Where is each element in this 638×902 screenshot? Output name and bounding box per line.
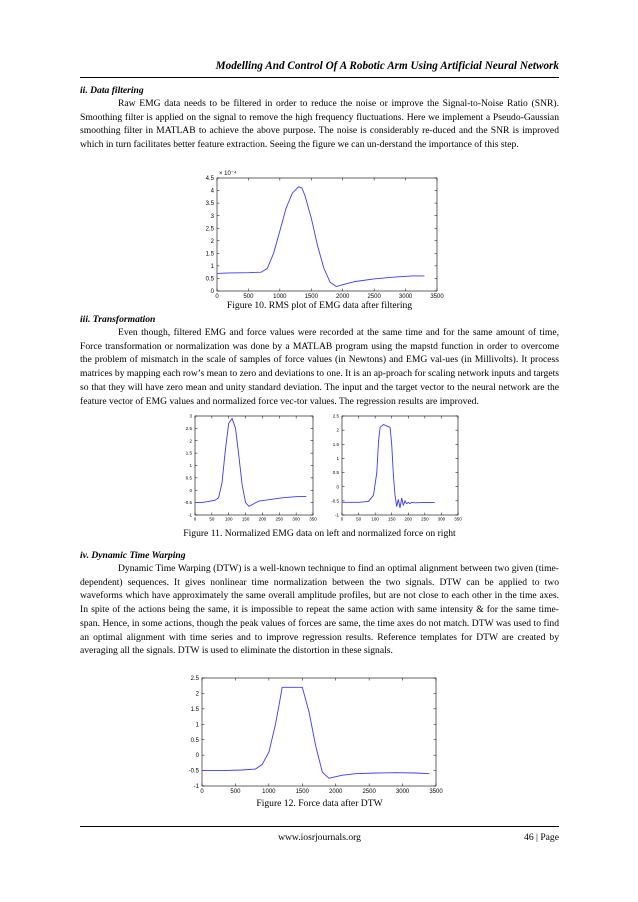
footer-page-number: 46 | Page xyxy=(524,832,559,843)
y-tick-label: 4 xyxy=(210,188,214,195)
y-axis-exponent-label: × 10⁻⁴ xyxy=(219,171,237,177)
x-tick-label: 100 xyxy=(371,516,379,522)
x-tick-label: 3000 xyxy=(395,789,410,795)
figure-11-left-plot xyxy=(177,412,319,526)
x-tick-label: 1000 xyxy=(262,789,276,795)
y-tick-label: 0.5 xyxy=(332,470,339,476)
y-tick-label: 1 xyxy=(210,263,214,270)
x-tick-label: 150 xyxy=(387,516,396,522)
x-tick-label: 200 xyxy=(404,516,413,522)
y-tick-label: 3 xyxy=(210,213,214,220)
y-tick-label: 3 xyxy=(189,413,192,419)
y-tick-label: 1 xyxy=(189,463,192,469)
y-tick-label: 0 xyxy=(195,753,199,760)
x-tick-label: 3500 xyxy=(429,789,443,795)
y-tick-label: 2 xyxy=(195,691,199,698)
x-tick-label: 500 xyxy=(243,294,254,300)
plot-frame xyxy=(195,416,313,515)
y-tick-label: 2 xyxy=(336,427,339,433)
x-tick-label: 2500 xyxy=(367,294,381,300)
y-tick-label: -0.5 xyxy=(331,498,339,504)
plot-frame xyxy=(217,178,437,291)
figure-12-caption: Figure 12. Force data after DTW xyxy=(256,798,383,809)
y-tick-label: 2.5 xyxy=(332,413,339,419)
x-tick-label: 0 xyxy=(215,294,219,300)
x-tick-label: 0 xyxy=(340,516,344,522)
x-tick-label: 1500 xyxy=(295,789,309,795)
y-tick-label: 0 xyxy=(189,487,192,493)
x-tick-label: 50 xyxy=(356,516,362,522)
y-tick-label: 0.5 xyxy=(205,276,214,283)
y-tick-label: -1 xyxy=(334,512,339,518)
y-tick-label: 2.5 xyxy=(185,425,192,431)
x-tick-label: 300 xyxy=(437,516,446,522)
figure-11-caption: Figure 11. Normalized EMG data on left and normalized force on right xyxy=(183,528,456,539)
y-tick-label: -1 xyxy=(187,512,192,518)
y-tick-label: 0.5 xyxy=(190,737,199,744)
running-header: Modelling And Control Of A Robotic Arm Using Artificial Neural Network xyxy=(215,60,559,72)
y-tick-label: 3.5 xyxy=(205,201,214,208)
y-tick-label: 2.5 xyxy=(190,676,199,683)
y-tick-label: 0.5 xyxy=(185,475,192,481)
x-tick-label: 3500 xyxy=(430,294,444,300)
y-tick-label: 1.5 xyxy=(190,706,199,713)
y-tick-label: 1 xyxy=(336,456,339,462)
x-tick-label: 100 xyxy=(224,516,233,522)
x-tick-label: 250 xyxy=(275,516,284,522)
x-tick-label: 2000 xyxy=(329,789,343,795)
x-tick-label: 1500 xyxy=(304,294,318,300)
y-tick-label: 0 xyxy=(210,289,214,296)
figure-10-caption: Figure 10. RMS plot of EMG data after filtering xyxy=(226,300,413,311)
x-tick-label: 3000 xyxy=(398,294,413,300)
figure-11-right-plot xyxy=(326,412,462,526)
section-heading-data-filtering: ii. Data filtering xyxy=(80,85,144,96)
x-tick-label: 2000 xyxy=(336,294,350,300)
y-tick-label: 2 xyxy=(189,438,192,444)
x-tick-label: 0 xyxy=(193,516,197,522)
y-tick-label: 1.5 xyxy=(205,251,214,258)
x-tick-label: 300 xyxy=(292,516,300,522)
plot-frame xyxy=(342,416,458,515)
header-rule xyxy=(80,77,559,78)
x-tick-label: 1000 xyxy=(273,294,287,300)
y-tick-label: -0.5 xyxy=(184,500,192,506)
y-tick-label: -0.5 xyxy=(188,768,199,775)
y-tick-label: 2.5 xyxy=(205,226,214,233)
footer-journal-url: www.iosrjournals.org xyxy=(278,832,361,843)
figure-12-plot xyxy=(180,672,446,798)
x-tick-label: 50 xyxy=(209,516,215,522)
y-tick-label: 1 xyxy=(195,722,199,729)
section-heading-transformation: iii. Transformation xyxy=(80,314,156,325)
footer-rule xyxy=(80,826,559,827)
x-tick-label: 150 xyxy=(241,516,250,522)
y-tick-label: 0 xyxy=(336,484,339,490)
x-tick-label: 350 xyxy=(309,516,317,522)
x-tick-label: 2500 xyxy=(362,789,376,795)
figure-10-plot xyxy=(195,170,445,300)
x-tick-label: 350 xyxy=(454,516,462,522)
paragraph-transformation: Even though, filtered EMG and force values were recorded at the same time and for the same amount of time, Force transformation or normalization was done by a MATLAB program using the mapstd function in order to overcome the problem of mismatch in the scale of samples of force values (in Newtons) and EMG val-ues (in Millivolts). It process matrices by mapping each row’s mean to zero and deviations to one. It is an ap-proach for scaling network inputs and targets so that they will have zero mean and unity standard deviation. The input and the target vector to the neural network are the feature vector of EMG values and normalized force vec-tor values. The regression results are improved. xyxy=(80,327,559,407)
paragraph-data-filtering: Raw EMG data needs to be filtered in order to reduce the noise or improve the Signal-to-Noise Ratio (SNR). Smoothing filter is applied on the signal to remove the high frequency fluctuations. Here we implement a Pseudo-Gaussian smoothing filter in MATLAB to achieve the above purpose. The noise is considerably re-duced and the SNR is improved which in turn facilitates better feature extraction. Seeing the figure we can un-derstand the importance of this step. xyxy=(80,98,559,151)
x-tick-label: 0 xyxy=(200,789,204,795)
y-tick-label: 2 xyxy=(210,238,214,245)
x-tick-label: 200 xyxy=(258,516,267,522)
x-tick-label: 500 xyxy=(230,789,241,795)
y-tick-label: 1.5 xyxy=(185,450,192,456)
x-tick-label: 250 xyxy=(421,516,429,522)
y-tick-label: 1.5 xyxy=(332,441,339,447)
y-tick-label: -1 xyxy=(193,784,199,791)
section-heading-dtw: iv. Dynamic Time Warping xyxy=(80,550,186,561)
paragraph-dtw: Dynamic Time Warping (DTW) is a well-known technique to find an optimal alignment between two given (time-dependent) sequences. It gives nonlinear time normalization between the two signals. DTW can be applied to two waveforms which have approximately the same overall amplitude profiles, but are not close to each other in the time axes. In spite of the actions being the same, it is impossible to repeat the same action with same intensity & for the same time-span. Hence, in some actions, though the peak values of forces are same, the time axes do not match. DTW was used to find an optimal alignment with time series and to improve regression results. Reference templates for DTW are created by averaging all the signals. DTW is used to eliminate the distortion in these signals. xyxy=(80,563,559,657)
y-tick-label: 4.5 xyxy=(205,176,214,183)
